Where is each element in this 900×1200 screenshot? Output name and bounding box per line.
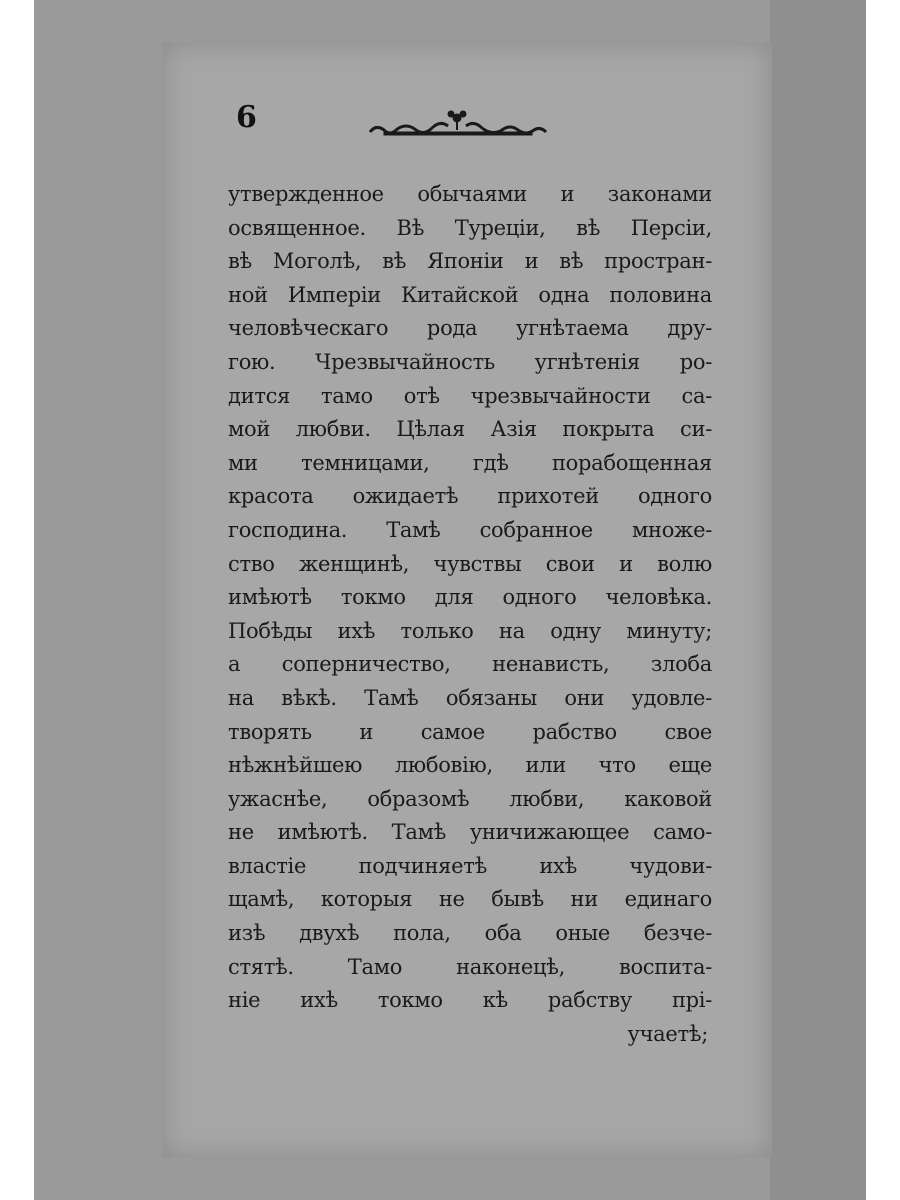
text-line-23: изѣ двухѣ пола, оба оные безче-	[228, 921, 712, 946]
text-line-22: щамѣ, которыя не бывѣ ни единаго	[228, 887, 712, 912]
text-line-11: господина. Тамѣ собранное множе-	[228, 517, 712, 542]
text-line-7: дится тамо отѣ чрезвычайности са-	[228, 383, 712, 408]
text-line-1: утвержденное обычаями и законами	[228, 182, 712, 206]
text-line-9: ми темницами, гдѣ порабощенная	[228, 450, 712, 475]
text-line-3: вѣ Моголѣ, вѣ Японiи и вѣ простран-	[228, 249, 712, 274]
text-line-12: ство женщинѣ, чувствы свои и волю	[228, 551, 712, 576]
text-line-2: освященное. Вѣ Турецiи, вѣ Персiи,	[228, 215, 712, 240]
text-line-20: не имѣютѣ. Тамѣ уничижающее само-	[228, 820, 712, 845]
text-line-24: стятѣ. Тамо наконецѣ, воспита-	[228, 954, 712, 979]
text-line-5: человѣческаго рода угнѣтаема дру-	[228, 316, 712, 341]
text-line-19: ужаснѣе, образомѣ любви, каковой	[228, 786, 712, 811]
text-line-4: ной Имперiи Китайской одна половина	[228, 282, 712, 307]
text-line-21: властiе подчиняетѣ ихѣ чудови-	[228, 853, 712, 878]
text-line-13: имѣютѣ токмо для одного человѣка.	[228, 585, 712, 610]
text-line-17: творять и самое рабство свое	[228, 719, 712, 744]
body-text	[228, 178, 712, 1051]
catchword: учаетѣ;	[627, 1021, 708, 1046]
text-line-10: красота ожидаетѣ прихотей одного	[228, 484, 712, 509]
text-line-25: нiе ихѣ токмо кѣ рабству прi-	[228, 988, 712, 1013]
text-line-8: мой любви. Цѣлая Азiя покрыта си-	[228, 417, 712, 442]
text-line-16: на вѣкѣ. Тамѣ обязаны они удовле-	[228, 685, 712, 710]
text-line-15: а соперничество, ненависть, злоба	[228, 652, 712, 677]
text-line-6: гою. Чрезвычайность угнѣтенiя ро-	[228, 349, 712, 374]
ornament-icon	[364, 104, 550, 144]
scan-edge	[770, 0, 866, 1200]
text-line-14: Побѣды ихѣ только на одну минуту;	[228, 618, 712, 643]
page-number: 6	[236, 100, 257, 135]
text-line-18: нѣжнѣйшею любовiю, или что еще	[228, 753, 712, 778]
